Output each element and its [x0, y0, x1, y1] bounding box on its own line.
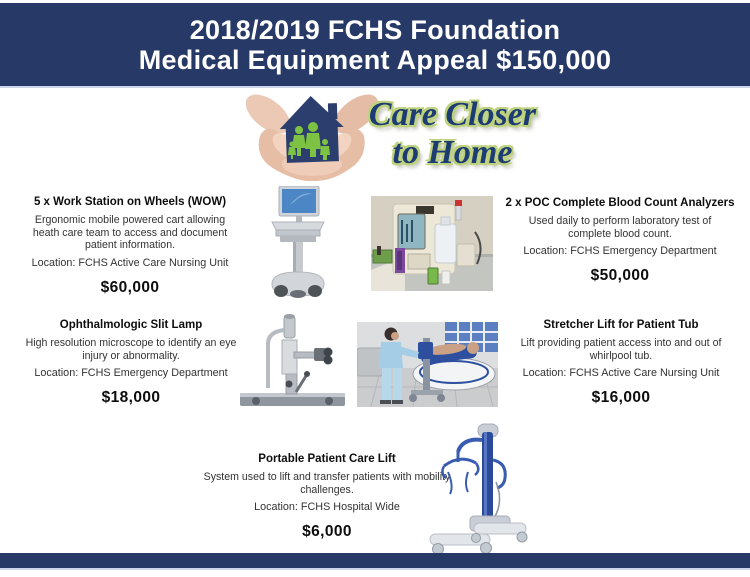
equipment-price: $50,000	[590, 267, 650, 284]
equipment-title: 2 x POC Complete Blood Count Analyzers	[505, 197, 735, 209]
equipment-price: $6,000	[302, 523, 352, 540]
equipment-location: Location: FCHS Active Care Nursing Unit	[522, 367, 720, 379]
equipment-description: Lift providing patient access into and out of whirlpool tub.	[520, 337, 722, 362]
blood-analyzer-image	[371, 196, 493, 291]
equipment-item-workstation	[8, 196, 252, 297]
equipment-description: High resolution microscope to identify an eye injury or abnormality.	[25, 337, 237, 362]
slit-lamp-image	[236, 314, 349, 410]
equipment-title: Stretcher Lift for Patient Tub	[543, 319, 699, 331]
equipment-item-stretcher-lift	[498, 319, 744, 407]
footer-bar	[0, 553, 750, 570]
equipment-location: Location: FCHS Emergency Department	[34, 367, 228, 379]
equipment-item-portable-lift	[196, 453, 458, 541]
portable-lift-image	[424, 420, 530, 556]
equipment-item-analyzer	[494, 197, 746, 285]
header-title-line1: 2018/2019 FCHS Foundation	[189, 15, 561, 45]
tagline-line1: Care Closer	[368, 96, 537, 133]
equipment-description: System used to lift and transfer patients with mobility challenges.	[203, 471, 451, 496]
tagline	[350, 96, 555, 172]
equipment-title: Portable Patient Care Lift	[258, 453, 396, 465]
header-banner	[0, 3, 750, 88]
equipment-price: $60,000	[100, 278, 160, 296]
workstation-cart-image	[256, 186, 338, 299]
tagline-line2: to Home	[392, 134, 513, 171]
equipment-location: Location: FCHS Active Care Nursing Unit	[31, 256, 229, 269]
equipment-location: Location: FCHS Emergency Department	[523, 245, 717, 257]
equipment-location: Location: FCHS Hospital Wide	[254, 501, 400, 513]
stretcher-lift-whirlpool-image	[357, 322, 498, 407]
equipment-price: $16,000	[591, 389, 651, 406]
equipment-price: $18,000	[101, 389, 161, 406]
header-title-line2: Medical Equipment Appeal $150,000	[138, 45, 612, 75]
equipment-description: Used daily to perform laboratory test of complete blood count.	[528, 215, 712, 240]
equipment-title: Ophthalmologic Slit Lamp	[59, 319, 203, 331]
equipment-title: 5 x Work Station on Wheels (WOW)	[33, 196, 227, 208]
equipment-item-slitlamp	[8, 319, 254, 407]
equipment-description: Ergonomic mobile powered cart allowing heath care team to access and document patient information.	[32, 214, 228, 251]
